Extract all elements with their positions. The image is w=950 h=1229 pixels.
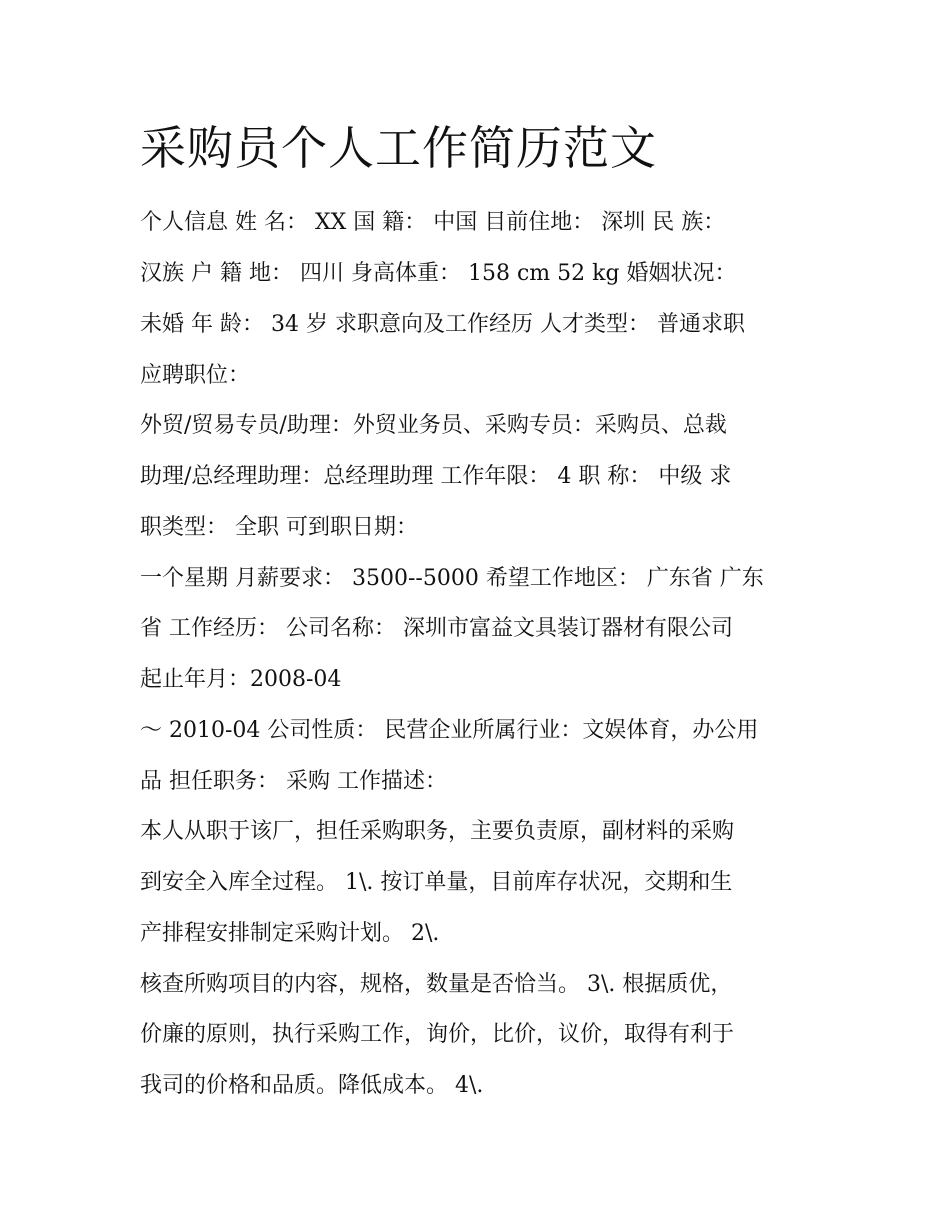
text-line: 到安全入库全过程。 1\. 按订单量，目前库存状况，交期和生 bbox=[140, 870, 733, 895]
text-line: 价廉的原则，执行采购工作，询价，比价，议价，取得有利于 bbox=[140, 1022, 735, 1047]
text-line: 产排程安排制定采购计划。 2\. bbox=[140, 921, 440, 946]
text-line: 外贸/贸易专员/助理：外贸业务员、采购专员：采购员、总裁 bbox=[140, 413, 727, 438]
text-line: 汉族 户 籍 地： 四川 身高体重： 158 cm 52 kg 婚姻状况： bbox=[140, 261, 737, 286]
text-line: 我司的价格和品质。降低成本。 4\. bbox=[140, 1073, 484, 1098]
text-line: 本人从职于该厂，担任采购职务，主要负责原，副材料的采购 bbox=[140, 819, 735, 844]
text-line: 起止年月：2008-04 bbox=[140, 667, 342, 692]
text-line: 应聘职位： bbox=[140, 363, 251, 388]
document-title: 采购员个人工作简历范文 bbox=[140, 121, 657, 175]
text-line: 省 工作经历： 公司名称： 深圳市富益文具装订器材有限公司 bbox=[140, 616, 733, 641]
text-line: ～ 2010-04 公司性质： 民营企业所属行业：文娱体育，办公用 bbox=[140, 718, 759, 743]
text-line: 核查所购项目的内容，规格，数量是否恰当。 3\. 根据质优， bbox=[140, 972, 733, 997]
text-line: 个人信息 姓 名： XX 国 籍： 中国 目前住地： 深圳 民 族： bbox=[140, 210, 726, 235]
text-line: 未婚 年 龄： 34 岁 求职意向及工作经历 人才类型： 普通求职 bbox=[140, 312, 745, 337]
text-line: 助理/总经理助理：总经理助理 工作年限： 4 职 称： 中级 求 bbox=[140, 464, 732, 489]
text-line: 一个星期 月薪要求： 3500--5000 希望工作地区： 广东省 广东 bbox=[140, 566, 764, 591]
text-line: 职类型： 全职 可到职日期： bbox=[140, 515, 418, 540]
text-line: 品 担任职务： 采购 工作描述： bbox=[140, 769, 447, 794]
